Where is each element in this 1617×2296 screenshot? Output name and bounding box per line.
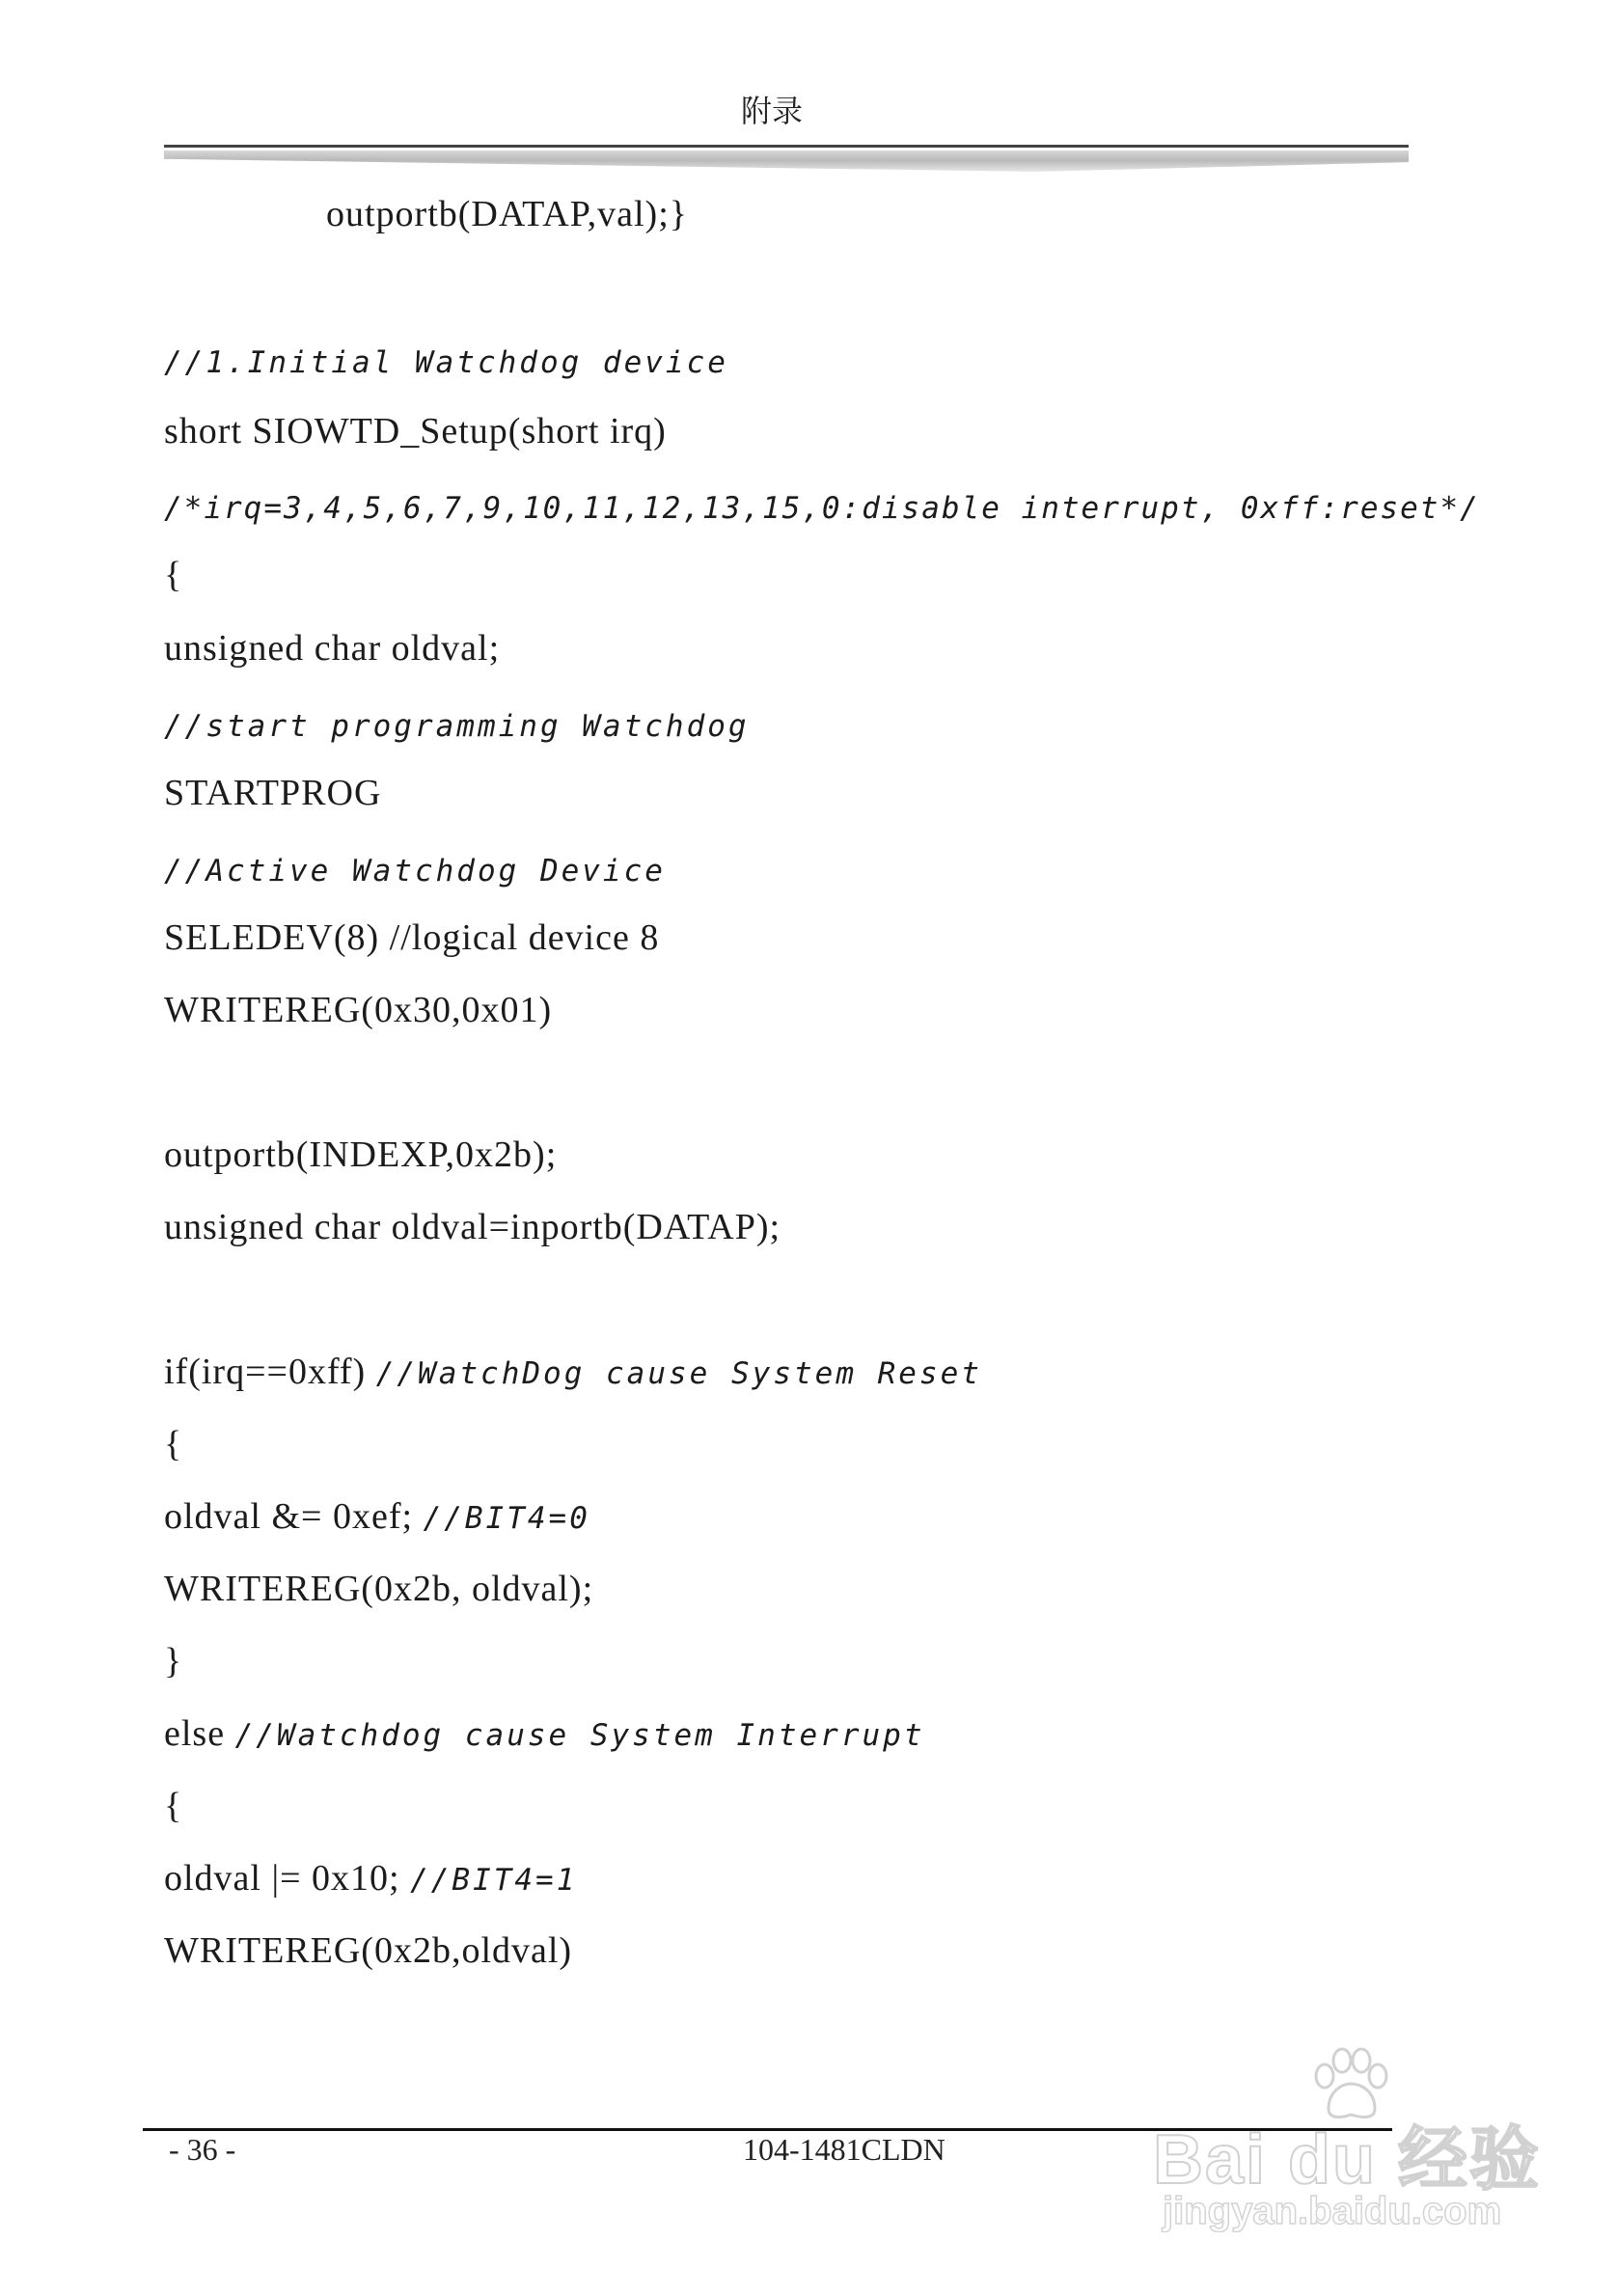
header-rule [164,145,1409,148]
code-text: } [164,1641,183,1681]
code-text: else [164,1713,235,1754]
document-id: 104-1481CLDN [743,2132,946,2167]
code-text: SELEDEV(8) //logical device 8 [164,917,660,958]
code-line [164,193,688,235]
code-text: { [164,1424,183,1464]
code-text: unsigned char oldval=inportb(DATAP); [164,1207,781,1247]
code-comment: //Watchdog cause System Interrupt [234,1718,925,1753]
code-text: outportb(DATAP,val);} [164,194,689,234]
code-line [164,1351,982,1393]
code-line [164,1423,182,1465]
code-line [164,1857,577,1900]
code-text: WRITEREG(0x30,0x01) [164,990,553,1030]
code-line [164,1712,924,1755]
code-line [164,772,381,814]
code-text: { [164,555,183,595]
code-comment: //Active Watchdog Device [164,854,666,888]
code-line [164,1785,182,1827]
code-text: if(irq==0xff) [164,1352,376,1392]
code-text: short SIOWTD_Setup(short irq) [164,411,667,451]
code-line [164,1568,593,1610]
code-line [164,1495,590,1538]
code-line [164,410,667,452]
page-header-title: 附录 [740,93,803,129]
code-line [164,340,728,382]
code-line [164,1134,557,1176]
header-rule-band [164,150,1409,172]
code-text: outportb(INDEXP,0x2b); [164,1134,558,1175]
code-comment: /*irq=3,4,5,6,7,9,10,11,12,13,15,0:disable interrupt, 0xff:reset*/ [164,491,1480,526]
code-comment: //start programming Watchdog [164,709,750,744]
code-line [164,989,552,1031]
code-line [164,554,182,596]
page-number: - 36 - [169,2132,236,2167]
code-comment: //BIT4=0 [423,1501,590,1536]
baidu-watermark [1153,2045,1542,2238]
code-text: { [164,1786,183,1826]
code-comment: //WatchDog cause System Reset [375,1356,982,1391]
watermark-url: jingyan.baidu.com [1163,2190,1502,2232]
code-line [164,627,500,670]
code-line [164,703,750,746]
code-comment: //BIT4=1 [410,1863,578,1898]
code-text: unsigned char oldval; [164,628,501,669]
code-text: oldval &= 0xef; [164,1496,424,1537]
code-line [164,1929,572,1972]
code-line [164,916,659,959]
code-comment: //1.Initial Watchdog device [164,345,728,380]
code-text: STARTPROG [164,773,382,813]
code-line [164,1640,182,1682]
watermark-brand: Bai du 经验 [1153,2121,1542,2199]
code-text: oldval |= 0x10; [164,1858,411,1899]
code-text: WRITEREG(0x2b, oldval); [164,1569,594,1609]
code-text: WRITEREG(0x2b,oldval) [164,1930,573,1971]
code-line [164,1206,781,1248]
code-line [164,485,1480,528]
code-line [164,848,666,890]
